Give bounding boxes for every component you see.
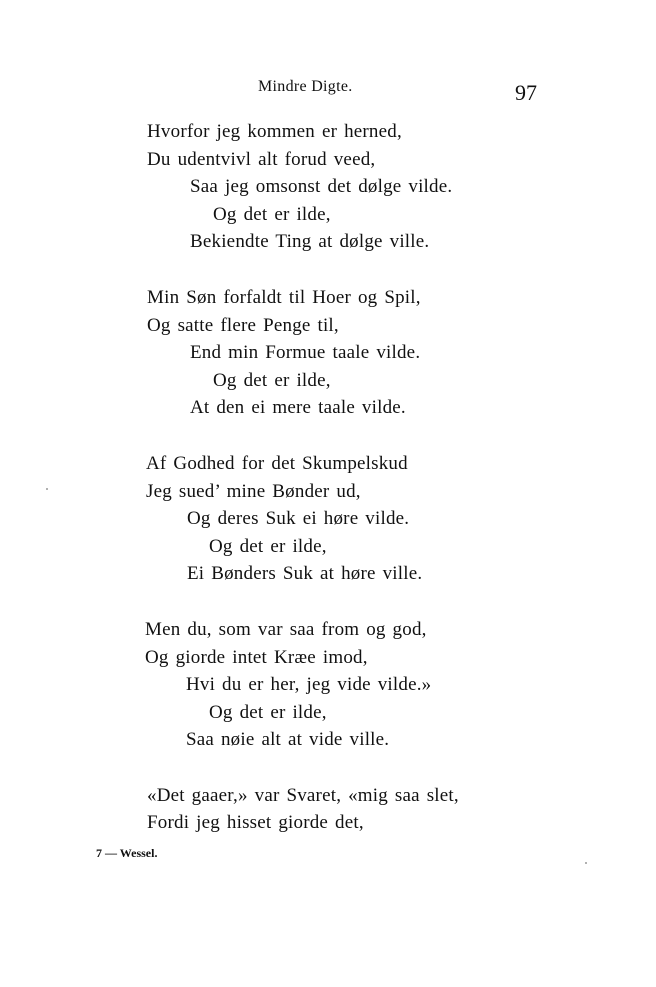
verse-line: Jeg sued’ mine Bønder ud, xyxy=(146,480,361,502)
page-speck xyxy=(46,488,48,490)
verse-line: Du udentvivl alt forud veed, xyxy=(147,148,376,170)
verse-line: At den ei mere taale vilde. xyxy=(190,397,406,419)
verse-line: Og det er ilde, xyxy=(213,203,331,225)
verse-line: Ei Bønders Suk at høre ville. xyxy=(187,563,423,585)
verse-line: Saa nøie alt at vide ville. xyxy=(186,729,390,751)
poem xyxy=(0,118,656,865)
running-title: Mindre Digte. xyxy=(258,78,353,95)
verse-line: Hvorfor jeg kommen er herned, xyxy=(147,121,402,142)
verse-line: Og satte flere Penge til, xyxy=(147,314,339,336)
stanza xyxy=(0,118,656,256)
stanza xyxy=(0,616,656,754)
page-number: 97 xyxy=(515,80,537,105)
verse-line: «Det gaaer,» var Svaret, «mig saa slet, xyxy=(147,784,459,806)
verse-line: Fordi jeg hisset giorde det, xyxy=(147,812,364,834)
verse-line: Min Søn forfaldt til Hoer og Spil, xyxy=(147,286,421,308)
verse-line: Saa jeg omsonst det dølge vilde. xyxy=(190,176,453,198)
verse-line: Og det er ilde, xyxy=(209,535,327,557)
verse-line: Og det er ilde, xyxy=(209,701,327,723)
printer-signature: 7 — Wessel. xyxy=(96,846,158,860)
stanza xyxy=(0,284,656,422)
verse-line: Af Godhed for det Skumpelskud xyxy=(146,452,408,474)
verse-line: Hvi du er her, jeg vide vilde.» xyxy=(186,674,432,696)
verse-line: Og det er ilde, xyxy=(213,369,331,391)
verse-line: Men du, som var saa from og god, xyxy=(145,618,427,640)
stanza xyxy=(0,450,656,588)
verse-line: Og deres Suk ei høre vilde. xyxy=(187,508,410,530)
verse-line: Og giorde intet Kræe imod, xyxy=(145,646,368,668)
stanza xyxy=(0,782,656,837)
page-speck xyxy=(585,862,587,864)
verse-line: End min Formue taale vilde. xyxy=(190,342,421,364)
verse-line: Bekiendte Ting at dølge ville. xyxy=(190,231,430,253)
